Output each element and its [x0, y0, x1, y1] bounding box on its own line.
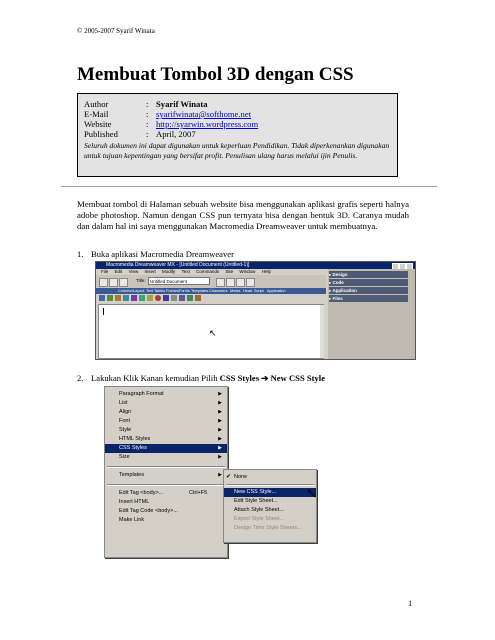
- menu-edit[interactable]: Edit: [114, 269, 123, 274]
- submenu-arrow-icon: ▶: [218, 454, 222, 460]
- menu-file[interactable]: File: [101, 269, 109, 274]
- disclaimer-text: Seluruh dokumen ini dapat digunakan untuk keperluan Pendidikan. Tidak diperkenankan digunakan untuk tujuan kepentingan yang bersifat profit. Penulisan ulang harus melalui ijin Penulis.: [84, 141, 390, 160]
- tab-templates[interactable]: Templates: [191, 289, 209, 293]
- submenu-item-export-style-sheet: Export Style Sheet...: [234, 516, 285, 522]
- info-key: Website: [84, 119, 112, 129]
- menu-item-templates[interactable]: Templates ▶: [119, 472, 222, 478]
- menu-item-font[interactable]: Font ▶: [119, 418, 222, 424]
- arrow-right-icon: ➔: [261, 373, 269, 383]
- menu-modify[interactable]: Modify: [162, 269, 176, 274]
- step-number: 1.: [77, 249, 84, 259]
- panel-design[interactable]: ▸ Design: [329, 271, 408, 278]
- step-1: [77, 249, 234, 259]
- css-styles-submenu: [223, 469, 317, 543]
- submenu-arrow-icon: ▶: [218, 391, 222, 397]
- menu-window[interactable]: Window: [239, 269, 256, 274]
- divider: [61, 186, 437, 187]
- panel-group: [328, 269, 415, 359]
- refresh-icon[interactable]: [236, 278, 245, 287]
- email-link[interactable]: syarifwinata@softhome.net: [156, 109, 252, 119]
- menu-site[interactable]: Site: [225, 269, 234, 274]
- info-key: E-Mail: [84, 109, 109, 119]
- tab-layout[interactable]: Layout: [133, 289, 145, 293]
- hyperlink-icon[interactable]: [99, 295, 105, 301]
- submenu-arrow-icon: ▶: [218, 409, 222, 415]
- info-key: Published: [84, 129, 118, 139]
- flash-icon[interactable]: [155, 295, 161, 301]
- doc-title-label: Title:: [136, 278, 146, 283]
- submenu-arrow-icon: ▶: [218, 472, 222, 478]
- named-anchor-icon[interactable]: [115, 295, 121, 301]
- checkmark-icon: ✔: [226, 474, 232, 480]
- menu-item-edit-tag-code[interactable]: Edit Tag Code <body>...: [119, 508, 178, 514]
- mouse-pointer-icon: ↖: [306, 487, 318, 502]
- panel-files[interactable]: ▸ Files: [329, 295, 408, 302]
- placeholder-icon[interactable]: [147, 295, 153, 301]
- email-link-icon[interactable]: [107, 295, 113, 301]
- hr-icon[interactable]: [179, 295, 185, 301]
- menu-separator: [226, 484, 314, 486]
- menu-separator: [107, 484, 225, 486]
- website-link[interactable]: http://syarwin.wordpress.com: [156, 119, 259, 129]
- rollover-icon[interactable]: [163, 295, 169, 301]
- window-titlebar: [96, 262, 415, 269]
- tab-tables[interactable]: Tables: [154, 289, 165, 293]
- page-number: 1: [408, 598, 413, 608]
- menu-item-make-link[interactable]: Make Link: [119, 517, 145, 523]
- table-icon[interactable]: [123, 295, 129, 301]
- info-colon: :: [146, 99, 149, 109]
- menu-commands[interactable]: Commands: [196, 269, 220, 274]
- comment-icon[interactable]: [195, 295, 201, 301]
- view-options-icon[interactable]: [246, 278, 255, 287]
- tab-media[interactable]: Media: [230, 289, 241, 293]
- step-text: Lakukan Klik Kanan kemudian Pilih: [91, 373, 220, 383]
- menu-text[interactable]: Text: [181, 269, 190, 274]
- page-title: Membuat Tombol 3D dengan CSS: [77, 64, 354, 85]
- menu-separator: [107, 466, 225, 468]
- submenu-arrow-icon: ▶: [218, 427, 222, 433]
- panel-code[interactable]: ▸ Code: [329, 279, 408, 286]
- info-colon: :: [146, 129, 149, 139]
- panel-application[interactable]: ▸ Application: [329, 287, 408, 294]
- step-text: Buka aplikasi Macromedia Dreamweaver: [91, 249, 234, 259]
- author-value: Syarif Winata: [156, 99, 208, 109]
- menu-item-html-styles[interactable]: HTML Styles ▶: [119, 436, 222, 442]
- tab-forms[interactable]: Forms: [179, 289, 190, 293]
- submenu-arrow-icon: ▶: [218, 400, 222, 406]
- submenu-item-new-css-style[interactable]: New CSS Style...: [224, 488, 316, 497]
- step-number: 2.: [77, 373, 84, 383]
- design-view-icon[interactable]: [119, 278, 128, 287]
- menu-item-list[interactable]: List ▶: [119, 400, 222, 406]
- tab-common[interactable]: Common: [118, 289, 134, 293]
- step-bold-new-css-style: New CSS Style: [270, 373, 326, 383]
- info-colon: :: [146, 119, 149, 129]
- published-value: April, 2007: [156, 129, 196, 139]
- code-view-icon[interactable]: [99, 278, 108, 287]
- window-title: Macromedia Dreamweaver MX - [Untitled Document (Untitled-1)]: [106, 262, 250, 268]
- tab-frames[interactable]: Frames: [166, 289, 179, 293]
- date-icon[interactable]: [187, 295, 193, 301]
- menu-item-css-styles[interactable]: CSS Styles ▶: [105, 444, 227, 453]
- menu-item-paragraph-format[interactable]: Paragraph Format ▶: [119, 391, 222, 397]
- navbar-icon[interactable]: [171, 295, 177, 301]
- info-row-author: [84, 99, 208, 109]
- menu-item-edit-tag[interactable]: Edit Tag <body>... Ctrl+F5: [119, 490, 208, 496]
- file-management-icon[interactable]: [216, 278, 225, 287]
- step-bold-css-styles: CSS Styles: [219, 373, 260, 383]
- tab-script[interactable]: Script: [254, 289, 264, 293]
- submenu-arrow-icon: ▶: [218, 436, 222, 442]
- copyright-notice: © 2005-2007 Syarif Winata: [77, 27, 155, 35]
- document-toolbar: [96, 275, 326, 288]
- menu-item-insert-html[interactable]: Insert HTML: [119, 499, 150, 505]
- step-2: [77, 373, 325, 384]
- tab-head[interactable]: Head: [243, 289, 253, 293]
- context-menu: [104, 386, 228, 558]
- tab-application[interactable]: Application: [267, 289, 286, 293]
- info-row-published: [84, 129, 196, 139]
- submenu-arrow-icon: ▶: [218, 418, 222, 424]
- menu-help[interactable]: Help: [261, 269, 271, 274]
- menu-insert[interactable]: Insert: [144, 269, 156, 274]
- info-colon: :: [146, 109, 149, 119]
- image-icon[interactable]: [139, 295, 145, 301]
- tab-characters[interactable]: Characters: [209, 289, 228, 293]
- tab-text[interactable]: Text: [146, 289, 153, 293]
- submenu-item-attach-style-sheet[interactable]: Attach Style Sheet...: [234, 507, 284, 513]
- info-row-website: [84, 119, 258, 129]
- mouse-pointer-icon: ↖: [209, 328, 217, 338]
- intro-paragraph: Membuat tombol di Halaman sebuah website bisa menggunakan aplikasi grafis seperti halnya adobe photoshop. Namun dengan CSS pun ternyata bisa dengan bentuk 3D. Caranya mudah dan dalam hal ini saya menggunakan Macromedia Dreamweaver untuk membuatnya.: [77, 199, 409, 231]
- split-view-icon[interactable]: [109, 278, 118, 287]
- info-key: Author: [84, 99, 109, 109]
- submenu-item-none[interactable]: ✔ None: [226, 474, 248, 480]
- layer-icon[interactable]: [131, 295, 137, 301]
- submenu-item-edit-style-sheet[interactable]: Edit Style Sheet...: [234, 498, 278, 504]
- text-caret: [103, 308, 104, 315]
- scrollbar[interactable]: [320, 305, 324, 358]
- submenu-arrow-icon: ▶: [218, 445, 222, 451]
- dreamweaver-screenshot: [95, 261, 416, 360]
- submenu-item-design-time-style-sheets: Design Time Style Sheets...: [234, 525, 302, 531]
- menu-item-size[interactable]: Size ▶: [119, 454, 222, 460]
- insert-icons-row: [96, 294, 326, 303]
- info-row-email: [84, 109, 251, 119]
- doc-title-input[interactable]: Untitled Document: [148, 277, 210, 285]
- menu-view[interactable]: View: [128, 269, 139, 274]
- info-box: [77, 93, 398, 177]
- menu-item-style[interactable]: Style ▶: [119, 427, 222, 433]
- preview-icon[interactable]: [226, 278, 235, 287]
- menu-item-align[interactable]: Align ▶: [119, 409, 222, 415]
